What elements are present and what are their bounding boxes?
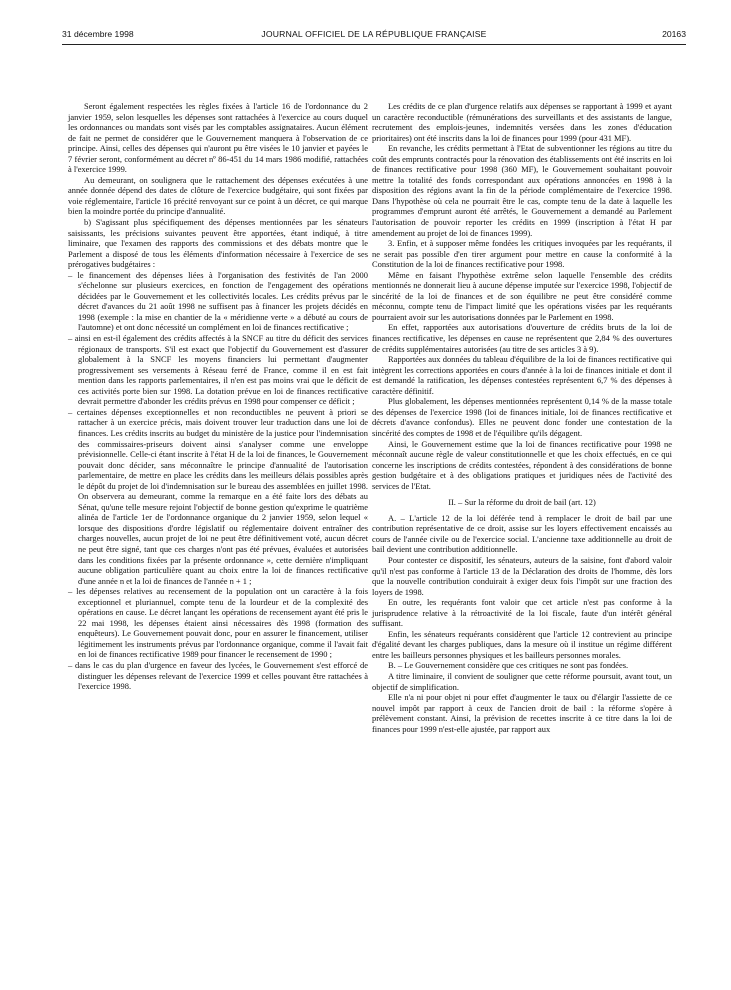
section-heading: II. – Sur la réforme du droit de bail (art. 12)	[448, 497, 596, 508]
list-item: – ainsi en est-il également des crédits affectés à la SNCF au titre du déficit des services régionaux de transports. S'il est exact que l'objectif du Gouvernement est d'assurer globalement à la SNCF les moyens financiers lui permettant d'augmenter progressivement ses versements à Réseau ferré de France, comme il en est fait mention dans les rapports parlementaires, il n'en est pas moins vrai que le déficit de ces activités porte bien sur 1998. La dotation prévue en loi de finances rectificative devrait permettre d'abonder les crédits prévus en 1998 pour compenser ce déficit ;	[68, 333, 368, 407]
paragraph: Les crédits de ce plan d'urgence relatifs aux dépenses se rapportant à 1999 et ayant un caractère reconductible (rémunérations des surveillants et des assistants de langue, recrutement des emplois-jeunes, indemnités versées dans les zones d'éducation prioritaires) ont été inscrits dans la loi de finances pour 1999 (pour 431 MF).	[372, 101, 672, 143]
header-page-number: 20163	[662, 29, 686, 39]
paragraph: Plus globalement, les dépenses mentionnées représentent 0,14 % de la masse totale des dépenses de l'exercice 1998 (loi de finances initiale, loi de finances rectificative et décrets d'avance confondus). Elles ne peuvent donc fonder une contestation de la sincérité des comptes de 1998 et de l'équilibre qu'ils dégagent.	[372, 396, 672, 438]
paragraph: En revanche, les crédits permettant à l'Etat de subventionner les régions au titre du coût des emprunts contractés pour la rénovation des établissements ont été inscrits en loi de finances rectificative pour 1998 (360 MF), le Gouvernement souhaitant pouvoir mettre la totalité des fonds correspondant aux opérations annoncées en 1998 à la disposition des régions avant la fin de la période complémentaire de l'exercice 1998. Dans l'hypothèse où cela ne pourrait être le cas, compte tenu de la date à laquelle les programmes d'emprunt auront été arrêtés, le Gouvernement a demandé au Parlement l'autorisation de pouvoir reporter les crédits en 1999 (inscription à l'état H par amendement au projet de loi de finances 1999).	[372, 143, 672, 238]
paragraph: B. – Le Gouvernement considère que ces critiques ne sont pas fondées.	[388, 660, 629, 671]
paragraph: b) S'agissant plus spécifiquement des dépenses mentionnées par les sénateurs saisissants, les précisions suivantes peuvent être apportées, étant indiqué, à titre liminaire, que l'examen des rapports des commissions et des débats montre que le Parlement a disposé de tous les éléments d'information nécessaire à l'exercice de ses prérogatives budgétaires :	[68, 217, 368, 270]
left-column	[68, 101, 368, 692]
paragraph: A titre liminaire, il convient de souligner que cette réforme poursuit, avant tout, un objectif de simplification.	[372, 670, 672, 692]
paragraph: Au demeurant, on soulignera que le rattachement des dépenses exécutées à une année donnée dépend des dates de clôture de l'exercice budgétaire, qui sont fixées par voie réglementaire, l'article 16 précité renvoyant sur ce point à un décret, ce qui marque bien la moindre portée du principe d'annualité.	[68, 174, 368, 217]
right-column	[372, 101, 672, 734]
header-date: 31 décembre 1998	[62, 29, 134, 39]
list-item: – dans le cas du plan d'urgence en faveur des lycées, le Gouvernement s'est efforcé de distinguer les dépenses relevant de l'exercice 1999 et celles pouvant être rattachées à l'exercice 1998.	[68, 659, 368, 692]
paragraph: En outre, les requérants font valoir que cet article n'est pas conforme à la jurisprudence relative à la rétroactivité de la loi fiscale, faute d'un intérêt général suffisant.	[372, 597, 672, 629]
paragraph: En effet, rapportées aux autorisations d'ouverture de crédits bruts de la loi de finances rectificative, les dépenses en cause ne représentent que 2,84 % des ouvertures de crédits supplémentaires autorisées (au titre de ses articles 3 à 9).	[372, 322, 672, 354]
paragraph: 3. Enfin, et à supposer même fondées les critiques invoquées par les requérants, il ne serait pas possible d'en tirer argument pour mettre en cause la conformité à la Constitution de la loi de finances rectificative pour 1998.	[372, 238, 672, 270]
list-item: – les dépenses relatives au recensement de la population ont un caractère à la fois exceptionnel et pluriannuel, compte tenu de la lourdeur et de la complexité des opérations en cause. Le décret lançant les opérations de recensement ayant été pris le 22 mai 1998, les dépenses étaient ainsi nécessaires dès 1998 (formation des enquêteurs). Le Gouvernement pouvait donc, pour en assurer le financement, utiliser légitimement les instruments prévus par l'ordonnance organique, comme il l'avait fait en loi de finances rectificative 1989 pour financer le recensement de 1990 ;	[68, 586, 368, 660]
paragraph: Seront également respectées les règles fixées à l'article 16 de l'ordonnance du 2 janvier 1959, selon lesquelles les dépenses sont rattachées à l'exercice au cours duquel les ordonnances ou mandats sont visés par les comptables assignataires. Aucun élément de fait ne permet de considérer que le Gouvernement manquera à l'observation de ce principe. Ainsi, celles des dépenses qui n'auront pu être visées le 10 janvier et payées le 7 février seront, conformément au décret nº 86-451 du 14 mars 1986 modifié, rattachées à l'exercice 1999.	[68, 101, 368, 175]
list-item: – certaines dépenses exceptionnelles et non reconductibles ne peuvent à priori se rattacher à un exercice précis, mais doivent trouver leur traduction dans une loi de finances. Les crédits inscrits au budget du ministère de la justice pour l'indemnisation des commissaires-priseurs doivent ainsi s'analyser comme une enveloppe prévisionnelle. Celle-ci étant inscrite à l'état H de la loi de finances, le Gouvernement pouvait donc décider, sans méconnaître le principe d'annualité de l'autorisation parlementaire, de mettre en place les crédits dans les meilleurs délais possibles après le dépôt du projet de loi d'indemnisation sur le bureau des assemblées en juillet 1998. On observera au demeurant, comme la remarque en a été faite lors des débats au Sénat, qu'une telle mesure rejoint l'objectif de bonne gestion qu'exprime le quatrième alinéa de l'article 1er de l'ordonnance organique du 2 janvier 1959, selon lequel « lorsque des dispositions d'ordre législatif ou réglementaire doivent entraîner des charges nouvelles, aucun projet de loi ne peut être définitivement voté, aucun décret ne peut être signé, tant que ces charges n'ont pas été prévues, évaluées et autorisées dans les conditions fixées par la présente ordonnance », cette dernière n'impliquant aucune obligation particulière quant au choix entre la loi de finances rectificative d'une année n et la loi de finances de l'année n + 1 ;	[68, 406, 368, 586]
paragraph: Enfin, les sénateurs requérants considèrent que l'article 12 contrevient au principe d'égalité devant les charges publiques, dans la mesure où il institue un régime différent entre les bailleurs personnes physiques et les bailleurs personnes morales.	[372, 628, 672, 660]
paragraph: Elle n'a ni pour objet ni pour effet d'augmenter le taux ou d'élargir l'assiette de ce nouvel impôt par rapport à ceux de l'ancien droit de bail : la réforme s'opère à prélèvement constant. Ainsi, la prévision de recettes inscrite à ce titre dans la loi de finances pour 1999 n'est-elle ajustée, par rapport aux	[372, 692, 672, 734]
paragraph: A. – L'article 12 de la loi déférée tend à remplacer le droit de bail par une contribution représentative de ce droit, assise sur les loyers effectivement encaissés au cours de l'année civile ou de l'exercice social. L'ancienne taxe additionnelle au droit de bail devient une contribution additionnelle.	[372, 512, 672, 555]
paragraph: Ainsi, le Gouvernement estime que la loi de finances rectificative pour 1998 ne méconnaît aucune règle de valeur constitutionnelle et que les choix effectués, en ce qui concerne les inscriptions de crédits contestées, répondent à des considérations de bonne gestion budgétaire et à des obligations pratiques et juridiques nées de l'activité des services de l'Etat.	[372, 438, 672, 491]
header-journal-title: JOURNAL OFFICIEL DE LA RÉPUBLIQUE FRANÇAISE	[261, 29, 487, 39]
header-rule	[62, 44, 686, 45]
paragraph: Rapportées aux données du tableau d'équilibre de la loi de finances rectificative qui intègrent les corrections apportées en cours d'année à la loi de finances initiale et dont il est demandé la ratification, les dépenses contestées représentent 6,7 % des dépenses à caractère définitif.	[372, 354, 672, 396]
paragraph: Pour contester ce dispositif, les sénateurs, auteurs de la saisine, font d'abord valoir qu'il n'est pas conforme à l'article 13 de la Déclaration des droits de l'homme, dès lors que la nouvelle contribution conduirait à exiger deux fois l'impôt sur une fraction des loyers de 1998.	[372, 554, 672, 597]
page-header	[62, 27, 686, 41]
paragraph: Même en faisant l'hypothèse extrême selon laquelle l'ensemble des crédits mentionnés ne donnerait lieu à aucune dépense imputée sur l'exercice 1998, l'objectif de sincérité de la loi de finances et de son équilibre ne peut être considéré comme méconnu, compte tenu de l'impact limité que les opérations visées par les requérants pourraient avoir sur les autorisations données par le Parlement en 1998.	[372, 269, 672, 322]
list-item: – le financement des dépenses liées à l'organisation des festivités de l'an 2000 s'échelonne sur plusieurs exercices, en fonction de l'engagement des opérations décidées par le Gouvernement et les collectivités locales. Les crédits prévus par le décret d'avances du 21 août 1998 ne suffisent pas à financer les projets décidés en 1998 (exemple : la mise en chantier de la « méridienne verte » a débuté au cours de l'automne) et ont donc nécessité un complément en loi de finances rectificative ;	[68, 269, 368, 333]
